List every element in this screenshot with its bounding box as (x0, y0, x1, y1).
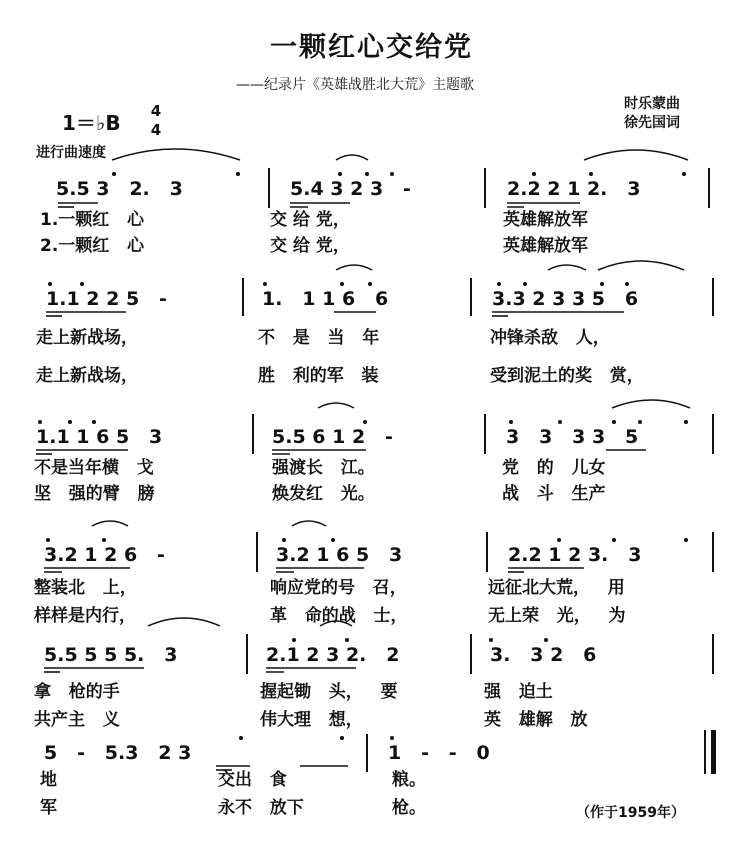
measure-notes: 5.5 6 1 2 - (272, 426, 393, 448)
lyric-verse1: 整装北 上， (34, 578, 137, 598)
measure-notes: 2.1 2 3 2. 2 (266, 644, 400, 666)
lyric-verse1: 交出 食 (218, 770, 287, 790)
lyric-verse1: 响应党的号 召， (270, 578, 407, 598)
lyric-verse1: 英雄解放军 (503, 210, 588, 230)
lyric-verse2: 受到泥土的奖 赏， (490, 366, 644, 386)
key-signature: 1＝♭B (62, 111, 121, 135)
lyric-verse1: 握起锄 头， 要 (260, 682, 398, 702)
lyric-verse2: 军 (40, 798, 57, 818)
composer-credit: 时乐蒙曲 (624, 96, 680, 112)
measure-notes: 3.2 1 6 5 3 (276, 544, 403, 566)
lyric-verse1: 不 是 当 年 (258, 328, 380, 348)
song-title: 一颗红心交给党 (270, 32, 473, 63)
slur-marks (92, 149, 690, 626)
lyric-verse1: 交 给 党， (270, 210, 350, 230)
lyric-verse2: 英 雄解 放 (484, 710, 588, 730)
time-signature-bottom: 4 (150, 121, 162, 139)
measure-notes: 5.4 3 2 3 - (290, 178, 411, 200)
song-subtitle: ——纪录片《英雄战胜北大荒》主题歌 (236, 77, 474, 93)
lyric-verse2: 交 给 党， (270, 236, 350, 256)
lyric-verse2: 永不 放下 (218, 798, 304, 818)
lyric-verse2: 英雄解放军 (503, 236, 588, 256)
measure-notes: 5 - 5.3 2 3 (44, 742, 192, 764)
measure-notes: 1.1 1 6 5 3 (36, 426, 163, 448)
tempo-marking: 进行曲速度 (36, 145, 106, 161)
lyric-verse1: 不是当年横 戈 (34, 458, 154, 478)
lyric-verse2: 样样是内行， (34, 606, 136, 626)
octave-dots (38, 172, 688, 740)
measure-notes: 3 3 3 3 5 (506, 426, 639, 448)
lyric-verse2: 无上荣 光， 为 (488, 606, 626, 626)
lyric-verse2: 战 斗 生产 (502, 484, 606, 504)
lyric-verse2: 2.一颗红 心 (40, 236, 145, 256)
composition-date: （作于1959年） (576, 805, 685, 821)
lyric-verse1: 党 的 儿女 (502, 458, 606, 478)
lyric-verse1: 粮。 (392, 770, 426, 790)
lyricist-credit: 徐先国词 (624, 115, 680, 131)
measure-notes: 1.1 2 2 5 - (46, 288, 167, 310)
measure-notes: 3. 3 2 6 (490, 644, 597, 666)
lyric-verse1: 强渡长 江。 (272, 458, 375, 478)
lyric-verse2: 伟大理 想， (260, 710, 363, 730)
measure-notes: 2.2 1 2 3. 3 (508, 544, 642, 566)
lyric-verse2: 革 命的战 士， (270, 606, 408, 626)
lyric-verse2: 胜 利的军 装 (258, 366, 379, 386)
lyric-verse1: 远征北大荒， 用 (488, 578, 625, 598)
time-signature-top: 4 (150, 102, 162, 120)
lyric-verse1: 1.一颗红 心 (40, 210, 145, 230)
lyric-verse1: 强 迫土 (484, 682, 553, 702)
lyric-verse2: 焕发红 光。 (272, 484, 375, 504)
lyric-verse1: 拿 枪的手 (34, 682, 120, 702)
lyric-verse2: 共产主 义 (34, 710, 120, 730)
lyric-verse2: 枪。 (392, 798, 426, 818)
measure-notes: 3.3 2 3 3 5 6 (492, 288, 639, 310)
lyric-verse1: 冲锋杀敌 人， (490, 328, 610, 348)
lyric-verse2: 走上新战场， (36, 366, 138, 386)
measure-notes: 1 - - 0 (388, 742, 490, 764)
measure-notes: 5.5 3 2. 3 (56, 178, 183, 200)
lyric-verse1: 走上新战场， (36, 328, 138, 348)
measure-notes: 3.2 1 2 6 - (44, 544, 165, 566)
lyric-verse1: 地 (40, 770, 57, 790)
measure-notes: 2.2 2 1 2. 3 (507, 178, 641, 200)
measure-notes: 5.5 5 5 5. 3 (44, 644, 178, 666)
lyric-verse2: 坚 强的臂 膀 (34, 484, 155, 504)
measure-notes: 1. 1 1 6 6 (262, 288, 389, 310)
rhythm-underlines (36, 203, 646, 770)
